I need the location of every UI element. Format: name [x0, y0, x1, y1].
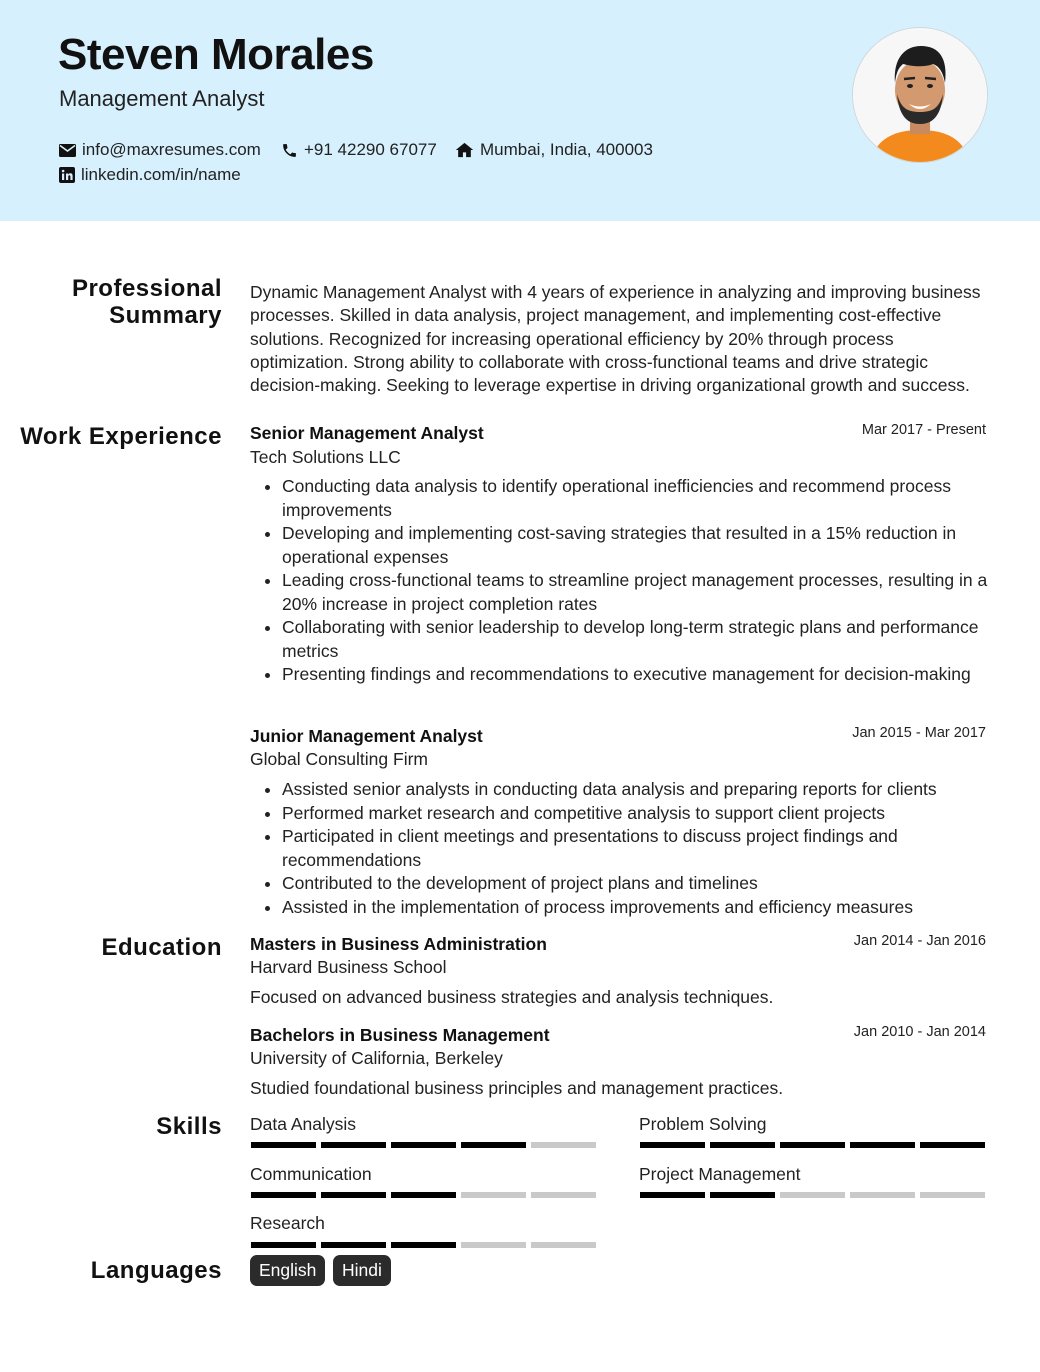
- resume-header: [0, 0, 1040, 221]
- skill-level-segment: [710, 1192, 775, 1198]
- degree-school: University of California, Berkeley: [250, 1048, 503, 1068]
- list-item: • Contributed to the development of project plans and timelines: [282, 872, 990, 896]
- skill-level-segment: [780, 1142, 845, 1148]
- list-item: • Leading cross-functional teams to streamline project management processes, resulting in a 20% increase in project completion rates: [282, 569, 990, 616]
- summary-text: Dynamic Management Analyst with 4 years of experience in analyzing and improving business processes. Skilled in data analysis, project management, and implementing cost-effective solutions. Recognized for increasing operational efficiency by 20% through process optimization. Strong ability to collaborate with cross-functional teams and drive strategic decision-making. Seeking to leverage expertise in driving organizational growth and success.: [250, 282, 981, 396]
- phone-icon: [281, 142, 298, 159]
- skill-level-segment: [251, 1142, 316, 1148]
- degree-title: Masters in Business Administration: [250, 934, 547, 954]
- skill-level-segment: [640, 1142, 705, 1148]
- skill-level-segment: [531, 1242, 596, 1248]
- skill-name: Problem Solving: [639, 1114, 767, 1134]
- degree-dates: Jan 2010 - Jan 2014: [853, 1024, 986, 1040]
- linkedin-icon: [59, 167, 75, 183]
- section-title-education: Education: [101, 934, 222, 961]
- job-dates: Mar 2017 - Present: [861, 422, 986, 438]
- skill-level-segment: [461, 1192, 526, 1198]
- list-item: • Participated in client meetings and presentations to discuss project findings and recommendations: [282, 825, 990, 872]
- skill-name: Research: [250, 1213, 325, 1233]
- skill-level-segment: [461, 1142, 526, 1148]
- envelope-icon: [59, 144, 76, 157]
- skill-name: Communication: [250, 1164, 372, 1184]
- degree-description: Studied foundational business principles and management practices.: [250, 1078, 784, 1098]
- degree-school: Harvard Business School: [250, 957, 447, 977]
- job-title: Junior Management Analyst: [250, 726, 483, 746]
- job-company: Tech Solutions LLC: [250, 447, 401, 467]
- contact-email-text: info@maxresumes.com: [82, 140, 261, 159]
- job-dates: Jan 2015 - Mar 2017: [852, 725, 986, 741]
- skill-level-segment: [321, 1142, 386, 1148]
- skill-level-segment: [640, 1192, 705, 1198]
- job-bullets: [250, 778, 990, 919]
- contact-phone[interactable]: [281, 140, 437, 160]
- contact-location-text: Mumbai, India, 400003: [480, 140, 653, 159]
- contact-linkedin[interactable]: [59, 165, 241, 185]
- contact-location: [455, 140, 653, 160]
- skill-level-bar: [251, 1192, 596, 1198]
- skill-level-segment: [321, 1242, 386, 1248]
- candidate-title: Management Analyst: [59, 86, 265, 111]
- contact-linkedin-text: linkedin.com/in/name: [81, 165, 241, 184]
- job-company: Global Consulting Firm: [250, 749, 428, 769]
- skill-level-segment: [850, 1192, 915, 1198]
- profile-photo: [852, 27, 988, 163]
- list-item: • Assisted in the implementation of process improvements and efficiency measures: [282, 896, 990, 920]
- skill-level-segment: [920, 1192, 985, 1198]
- degree-description: Focused on advanced business strategies and analysis techniques.: [250, 987, 774, 1007]
- home-icon: [455, 142, 474, 158]
- skill-name: Data Analysis: [250, 1114, 357, 1134]
- list-item: • Collaborating with senior leadership to develop long-term strategic plans and performance metrics: [282, 616, 990, 663]
- section-title-skills: Skills: [156, 1113, 222, 1140]
- job-bullets: [250, 475, 990, 687]
- skill-level-bar: [640, 1142, 985, 1148]
- list-item: • Performed market research and competitive analysis to support client projects: [282, 802, 990, 826]
- skill-level-segment: [391, 1242, 456, 1248]
- skill-level-segment: [321, 1192, 386, 1198]
- candidate-name: Steven Morales: [58, 30, 374, 79]
- section-title-summary: Professional Summary: [71, 275, 222, 329]
- list-item: • Assisted senior analysts in conducting data analysis and preparing reports for clients: [282, 778, 990, 802]
- language-badge: Hindi: [333, 1255, 391, 1286]
- language-badge: English: [250, 1255, 325, 1286]
- skill-level-segment: [920, 1142, 985, 1148]
- skill-level-segment: [251, 1192, 316, 1198]
- degree-title: Bachelors in Business Management: [250, 1025, 550, 1045]
- skill-level-segment: [461, 1242, 526, 1248]
- section-title-languages: Languages: [90, 1257, 222, 1284]
- profile-portrait-icon: [853, 28, 987, 162]
- job-title: Senior Management Analyst: [250, 423, 484, 443]
- skill-level-bar: [251, 1242, 596, 1248]
- skill-level-segment: [531, 1192, 596, 1198]
- skill-level-bar: [251, 1142, 596, 1148]
- skill-level-segment: [251, 1242, 316, 1248]
- degree-dates: Jan 2014 - Jan 2016: [853, 933, 986, 949]
- contact-email[interactable]: [59, 140, 261, 160]
- section-title-work: Work Experience: [20, 423, 222, 450]
- skill-level-segment: [850, 1142, 915, 1148]
- skill-level-segment: [391, 1192, 456, 1198]
- skill-level-segment: [391, 1142, 456, 1148]
- skill-level-segment: [780, 1192, 845, 1198]
- contact-phone-text: +91 42290 67077: [304, 140, 437, 159]
- skill-level-segment: [710, 1142, 775, 1148]
- list-item: • Conducting data analysis to identify operational inefficiencies and recommend process improvements: [282, 475, 990, 522]
- list-item: • Presenting findings and recommendations to executive management for decision-making: [282, 663, 990, 687]
- skill-name: Project Management: [639, 1164, 801, 1184]
- skill-level-bar: [640, 1192, 985, 1198]
- list-item: • Developing and implementing cost-saving strategies that resulted in a 15% reduction in operational expenses: [282, 522, 990, 569]
- skill-level-segment: [531, 1142, 596, 1148]
